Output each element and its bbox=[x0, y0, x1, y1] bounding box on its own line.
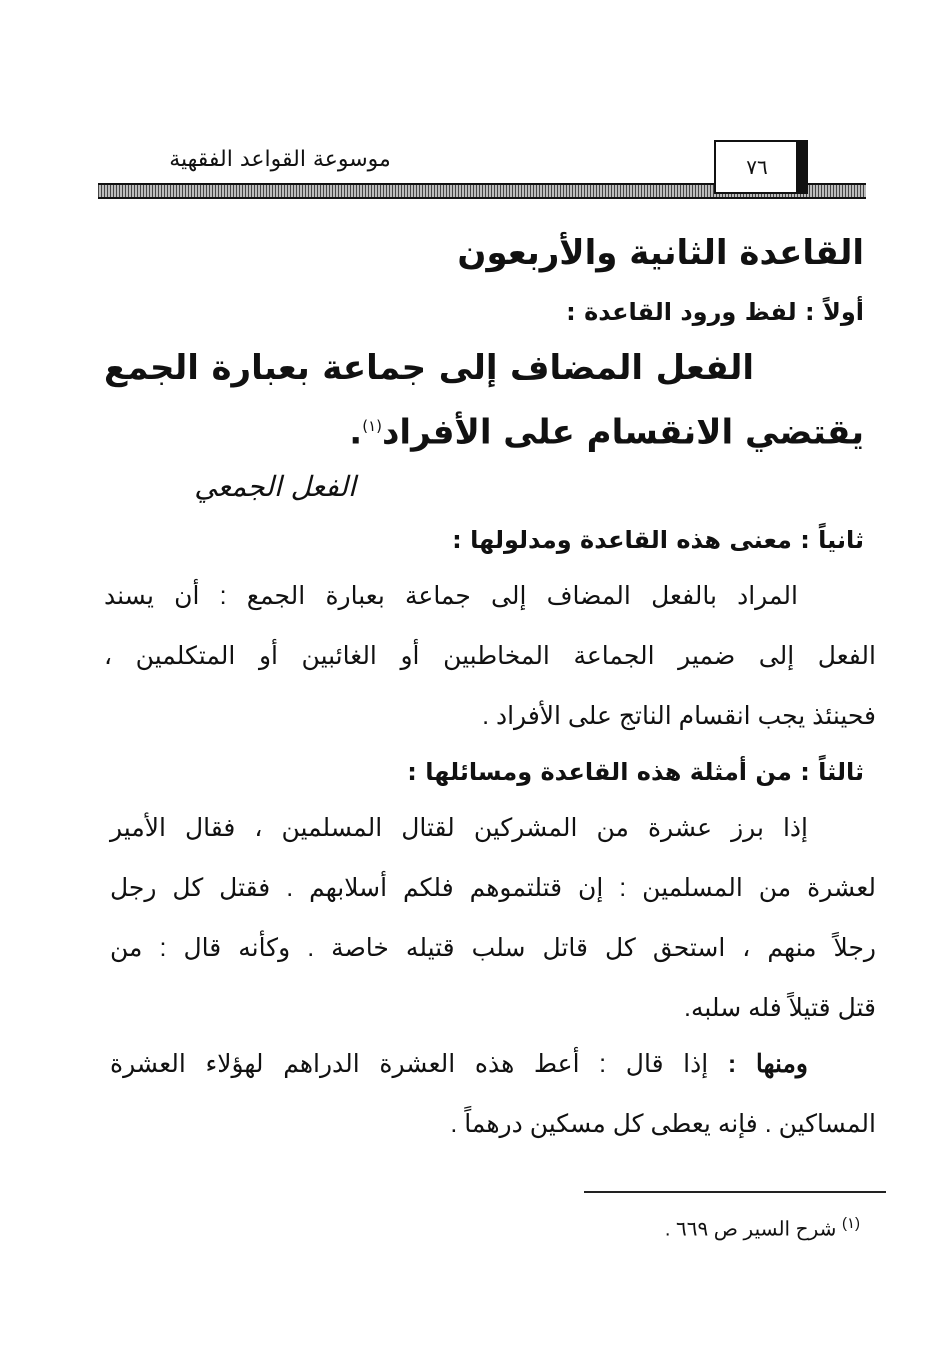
body-line: إذا برز عشرة من المشركين لقتال المسلمين ، فقال الأمير bbox=[110, 814, 808, 842]
body-line: قتل قتيلاً فله سلبه. bbox=[684, 994, 876, 1022]
footnote-separator bbox=[584, 1191, 886, 1193]
section-heading-2: ثانياً : معنى هذه القاعدة ومدلولها : bbox=[452, 526, 864, 554]
running-header-title: موسوعة القواعد الفقهية bbox=[169, 147, 391, 172]
page-number: ٧٦ bbox=[714, 140, 800, 194]
rule-title: القاعدة الثانية والأربعون bbox=[457, 233, 864, 273]
rule-text-line-1: الفعل المضاف إلى جماعة بعبارة الجمع bbox=[104, 348, 754, 388]
rule-text-end-mark: . bbox=[349, 412, 363, 453]
section-heading-1: أولاً : لفظ ورود القاعدة : bbox=[566, 298, 864, 326]
body-line: لعشرة من المسلمين : إن قتلتموهم فلكم أسلابهم . فقتل كل رجل bbox=[110, 874, 876, 902]
footnote bbox=[665, 1204, 860, 1250]
handwritten-annotation: الفعل الجمعي bbox=[194, 470, 356, 503]
rule-text-line-2-body: يقتضي الانقسام على الأفراد bbox=[381, 412, 864, 453]
footnote-marker: (١) bbox=[841, 1215, 860, 1232]
rule-text-line-2 bbox=[349, 398, 864, 460]
page-number-bar bbox=[796, 140, 808, 194]
footnote-reference: (١) bbox=[362, 417, 382, 435]
body-line bbox=[110, 1044, 808, 1084]
body-line: الفعل إلى ضمير الجماعة المخاطبين أو الغائبين أو المتكلمين ، bbox=[104, 642, 876, 670]
body-line: المراد بالفعل المضاف إلى جماعة بعبارة الجمع : أن يسند bbox=[104, 582, 798, 610]
section-heading-3: ثالثاً : من أمثلة هذه القاعدة ومسائلها : bbox=[407, 758, 864, 786]
example-lead-label: ومنها : bbox=[727, 1050, 809, 1078]
body-line: رجلاً منهم ، استحق كل قاتل سلب قتيله خاصة . وكأنه قال : من bbox=[110, 934, 876, 962]
example-line-rest: إذا قال : أعط هذه العشرة الدراهم لهؤلاء العشرة bbox=[110, 1050, 709, 1078]
body-line: فحينئذ يجب انقسام الناتج على الأفراد . bbox=[482, 702, 876, 730]
footnote-text: شرح السير ص ٦٦٩ . bbox=[664, 1218, 837, 1241]
body-line: المساكين . فإنه يعطى كل مسكين درهماً . bbox=[450, 1110, 876, 1138]
